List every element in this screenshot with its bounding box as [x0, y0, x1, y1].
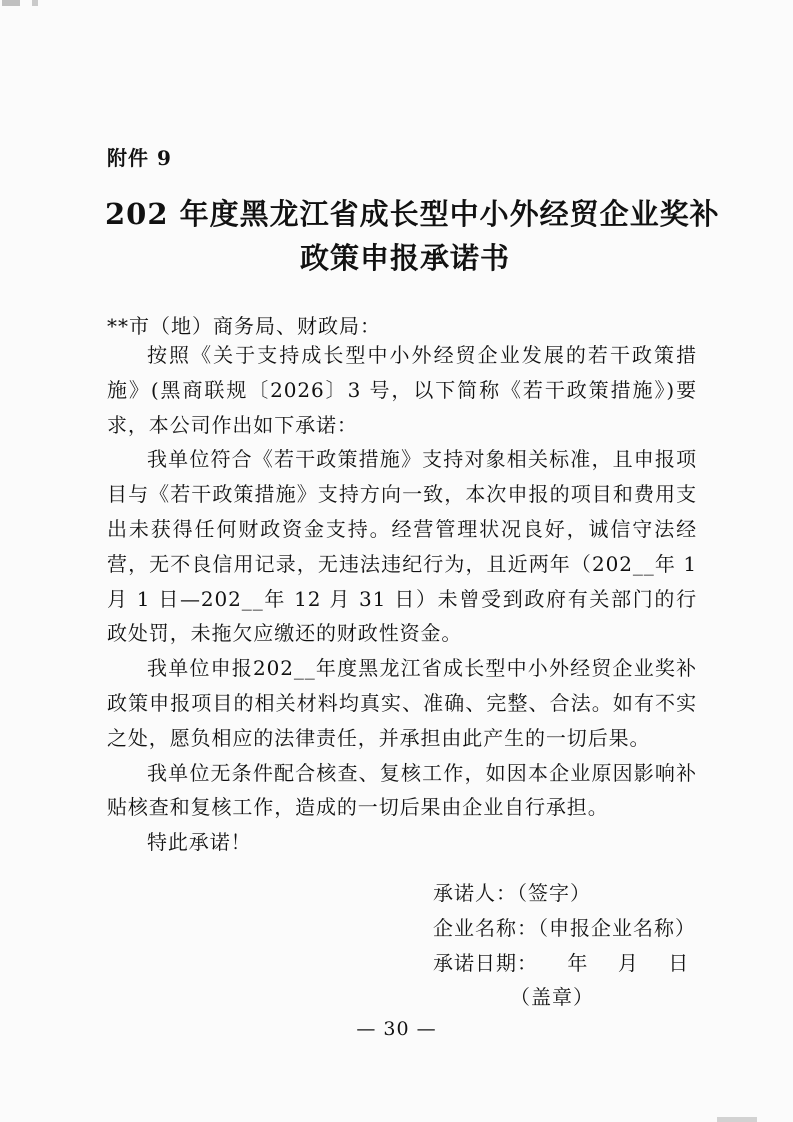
- scan-corner-mark: [2, 0, 72, 6]
- signature-block: [433, 876, 696, 981]
- promisor-line: 承诺人：（签字）: [433, 881, 591, 905]
- document-body: [107, 338, 697, 860]
- document-title: [105, 192, 720, 280]
- promise-date-line: 承诺日期： 年 月 日: [433, 951, 690, 975]
- title-line-1: 202 年度黑龙江省成长型中小外经贸企业奖补: [105, 197, 720, 231]
- title-line-2: 政策申报承诺书: [299, 241, 510, 275]
- attachment-label: 附件 9: [107, 146, 172, 170]
- seal-label: （盖章）: [510, 985, 594, 1009]
- company-name-line: 企业名称：（申报企业名称）: [433, 916, 696, 940]
- paragraph-eligibility: 我单位符合《若干政策措施》支持对象相关标准，且申报项目与《若干政策措施》支持方向一致，本次申报的项目和费用支出未获得任何财政资金支持。经营管理状况良好，诚信守法经营，无不良信用记录，无违法违纪行为，且近两年（202__年 1 月 1 日—202__年 12 月 31 日）未曾受到政府有关部门的行政处罚，未拖欠应缴还的财政性资金。: [107, 447, 697, 646]
- paragraph-cooperation: 我单位无条件配合核查、复核工作，如因本企业原因影响补贴核查和复核工作，造成的一切后果由企业自行承担。: [107, 760, 697, 820]
- page-number: — 30 —: [356, 1018, 437, 1040]
- scan-bottom-mark: [717, 1117, 757, 1122]
- paragraph-closing: 特此承诺！: [147, 830, 252, 855]
- paragraph-authenticity: 我单位申报202__年度黑龙江省成长型中小外经贸企业奖补政策申报项目的相关材料均真实、准确、完整、合法。如有不实之处，愿负相应的法律责任，并承担由此产生的一切后果。: [107, 656, 697, 750]
- paragraph-basis: 按照《关于支持成长型中小外经贸企业发展的若干政策措施》(黑商联规〔2026〕3 号，以下简称《若干政策措施》)要求，本公司作出如下承诺：: [107, 343, 697, 437]
- addressee: **市（地）商务局、财政局：: [107, 314, 381, 338]
